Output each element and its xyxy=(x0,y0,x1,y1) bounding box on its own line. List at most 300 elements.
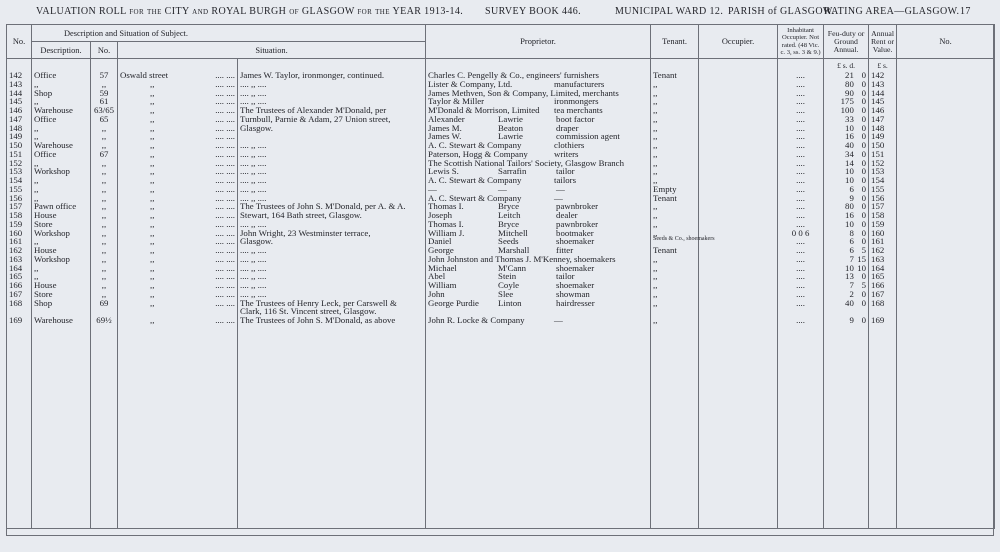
proprietor: James W. Taylor, ironmonger, continued. xyxy=(240,70,385,80)
tenant-surname: Leitch xyxy=(498,210,521,220)
subject-description: ,, xyxy=(34,175,39,185)
situation-dots: .... .... xyxy=(215,175,235,185)
tenant-name: John Johnston and Thomas J. M'Kenney, shoemakers xyxy=(428,253,616,264)
row-number: 147 xyxy=(9,113,23,124)
tenant-forename: George xyxy=(428,245,454,255)
proprietor: .... ,, .... xyxy=(240,262,267,273)
situation-dots: .... .... xyxy=(215,297,235,308)
tenant-name: Taylor & Miller xyxy=(428,96,485,107)
tenant-trade: bootmaker xyxy=(556,227,594,238)
annual-shillings: 5 xyxy=(861,245,867,255)
row-number-right: 162 xyxy=(871,245,885,255)
feu-duty: .... xyxy=(796,140,805,150)
subject-description: House xyxy=(34,245,57,255)
row-number-right: 166 xyxy=(871,280,885,290)
tenant-trade: ironmongers xyxy=(554,96,599,107)
street-number: 69 xyxy=(99,297,109,308)
proprietor: .... ,, .... xyxy=(240,96,267,107)
annual-shillings: 0 xyxy=(861,297,867,308)
tenant-forename: James W. xyxy=(428,131,462,142)
annual-pounds: 10 xyxy=(845,218,854,229)
feu-duty: .... xyxy=(796,113,805,124)
street-number: ,, xyxy=(101,201,107,212)
street-number: ,, xyxy=(101,131,107,142)
row-number: 151 xyxy=(9,148,23,159)
subject-description: Shop xyxy=(34,87,53,98)
street-number: ,, xyxy=(101,140,107,150)
table-row xyxy=(7,299,995,308)
subject-description: House xyxy=(34,280,57,290)
tenant-trade: draper xyxy=(556,122,579,133)
tenant-trade: shoemaker xyxy=(556,262,595,273)
situation: ,, xyxy=(150,113,155,124)
situation: ,, xyxy=(150,288,155,299)
situation-dots: .... .... xyxy=(215,280,235,290)
feu-duty: .... xyxy=(796,271,805,282)
table-row xyxy=(7,316,995,330)
annual-pounds: 8 xyxy=(849,227,854,238)
situation-dots: .... .... xyxy=(215,96,235,107)
feu-duty: .... xyxy=(796,122,805,133)
situation-dots: .... .... xyxy=(215,122,235,133)
proprietor: .... ,, .... xyxy=(240,280,267,290)
feu-duty: .... xyxy=(796,218,805,229)
row-number: 149 xyxy=(9,131,23,142)
situation: ,, xyxy=(150,210,155,220)
annual-pounds: 175 xyxy=(840,96,854,107)
row-number: 162 xyxy=(9,245,23,255)
situation: ,, xyxy=(150,218,155,229)
col-situation: Situation. xyxy=(118,42,426,59)
tenant-name: John R. Locke & Company xyxy=(428,315,525,325)
feu-duty: .... xyxy=(796,70,805,80)
street-number: 67 xyxy=(99,148,109,159)
subject-description: Workshop xyxy=(34,253,70,264)
feu-duty: .... xyxy=(796,236,805,247)
annual-shillings: 0 xyxy=(861,78,867,89)
annual-pounds: 40 xyxy=(845,140,854,150)
occupier: ,, xyxy=(653,87,658,98)
row-number-right: 154 xyxy=(871,175,885,185)
row-number: 144 xyxy=(9,87,23,98)
tenant-trade: manufacturers xyxy=(554,78,605,89)
situation-dots: .... .... xyxy=(215,70,235,80)
subject-description: ,, xyxy=(34,271,39,282)
tenant-forename: Thomas I. xyxy=(428,218,464,229)
municipal-ward: MUNICIPAL WARD 12. xyxy=(615,6,724,17)
row-number: 154 xyxy=(9,175,23,185)
row-number: 156 xyxy=(9,192,23,203)
tenant-surname: Lawrie xyxy=(498,131,523,142)
annual-pounds: 34 xyxy=(845,148,854,159)
street-number: ,, xyxy=(101,262,107,273)
annual-shillings: 0 xyxy=(861,315,867,325)
row-number: 164 xyxy=(9,262,23,273)
proprietor: The Trustees of John S. M'Donald, per A. & A. xyxy=(240,201,406,212)
situation: ,, xyxy=(150,297,155,308)
tenant-trade: — xyxy=(554,315,563,325)
occupier: Empty xyxy=(653,183,677,194)
annual-pounds: 9 xyxy=(849,315,854,325)
annual-units: £ s. xyxy=(869,59,897,72)
annual-shillings: 0 xyxy=(861,236,867,247)
annual-shillings: 0 xyxy=(861,131,867,142)
proprietor: .... ,, .... xyxy=(240,157,267,168)
annual-pounds: 33 xyxy=(845,113,854,124)
annual-shillings: 0 xyxy=(861,87,867,98)
proprietor: Glasgow. xyxy=(240,236,273,247)
feu-duty: .... xyxy=(796,87,805,98)
subject-description: Office xyxy=(34,148,57,159)
feu-duty: .... xyxy=(796,288,805,299)
row-number-right: 159 xyxy=(871,218,885,229)
feu-duty: .... xyxy=(796,96,805,107)
feu-duty: .... xyxy=(796,245,805,255)
situation-dots: .... .... xyxy=(215,253,235,264)
occupier: ,, xyxy=(653,122,658,133)
street-number: ,, xyxy=(101,175,107,185)
occupier: ,, xyxy=(653,96,658,107)
occupier: ,, xyxy=(653,218,658,229)
tenant-surname: Stein xyxy=(498,271,517,282)
tenant-trade: showman xyxy=(556,288,590,299)
tenant-trade: fitter xyxy=(556,245,574,255)
annual-pounds: 10 xyxy=(845,166,854,177)
annual-pounds: 6 xyxy=(849,245,854,255)
tenant-name: M'Donald & Morrison, Limited xyxy=(428,105,540,115)
occupier: ,, xyxy=(653,166,658,177)
street-number: 57 xyxy=(99,70,109,80)
occupier: Tenant xyxy=(653,70,677,80)
subject-description: ,, xyxy=(34,192,39,203)
annual-pounds: 13 xyxy=(845,271,854,282)
tenant-trade: tailor xyxy=(556,271,575,282)
annual-pounds: 21 xyxy=(845,70,854,80)
situation: ,, xyxy=(150,201,155,212)
subject-description: Pawn office xyxy=(34,201,77,212)
feu-duty: .... xyxy=(796,210,805,220)
situation: ,, xyxy=(150,96,155,107)
tenant-forename: William xyxy=(428,280,457,290)
tenant-surname: Mitchell xyxy=(498,227,528,238)
row-number-right: 143 xyxy=(871,78,885,89)
tenant-trade: dealer xyxy=(556,210,578,220)
annual-pounds: 10 xyxy=(845,122,854,133)
occupier: ,, xyxy=(653,131,658,142)
col-feuduty: Feu-duty or Ground Annual. xyxy=(824,25,869,59)
subject-description: ,, xyxy=(34,262,39,273)
annual-pounds: 90 xyxy=(845,87,854,98)
situation: ,, xyxy=(150,140,155,150)
situation: ,, xyxy=(150,280,155,290)
proprietor: .... ,, .... xyxy=(240,288,267,299)
row-number: 145 xyxy=(9,96,23,107)
situation-dots: .... .... xyxy=(215,166,235,177)
subject-description: House xyxy=(34,210,57,220)
col-tenant: Tenant. xyxy=(651,25,699,59)
situation: Oswald street xyxy=(120,70,169,80)
feu-duty: .... xyxy=(796,280,805,290)
annual-shillings: 0 xyxy=(861,113,867,124)
row-number: 163 xyxy=(9,253,23,264)
situation-dots: .... .... xyxy=(215,131,235,142)
annual-pounds: 10 xyxy=(845,175,854,185)
situation: ,, xyxy=(150,183,155,194)
street-number: ,, xyxy=(101,210,107,220)
situation: ,, xyxy=(150,122,155,133)
feu-duty: .... xyxy=(796,253,805,264)
occupier: ,, xyxy=(653,288,658,299)
feu-duty: .... xyxy=(796,183,805,194)
row-number: 146 xyxy=(9,105,23,115)
filler-row xyxy=(7,330,995,529)
tenant-surname: Marshall xyxy=(498,245,530,255)
occupier: ,, xyxy=(653,148,658,159)
row-number-right: 145 xyxy=(871,96,885,107)
row-number: 159 xyxy=(9,218,23,229)
annual-shillings: 10 xyxy=(857,262,867,273)
row-number: 169 xyxy=(9,315,23,325)
proprietor: The Trustees of Henry Leck, per Carswell & xyxy=(240,297,397,308)
col-no: No. xyxy=(7,25,32,59)
row-number: 152 xyxy=(9,157,23,168)
row-number: 150 xyxy=(9,140,23,150)
tenant-trade: — xyxy=(556,183,565,194)
feu-duty: .... xyxy=(796,192,805,203)
tenant-surname: Bryce xyxy=(498,218,520,229)
tenant-forename: Daniel xyxy=(428,236,452,247)
annual-shillings: 0 xyxy=(861,122,867,133)
tenant-forename: Abel xyxy=(428,271,446,282)
street-number: ,, xyxy=(101,78,107,89)
annual-pounds: 6 xyxy=(849,183,854,194)
row-number-right: 148 xyxy=(871,122,885,133)
proprietor: .... ,, .... xyxy=(240,166,267,177)
street-number: ,, xyxy=(101,183,107,194)
proprietor: .... ,, .... xyxy=(240,192,267,203)
tenant-forename: George Purdie xyxy=(428,297,479,308)
tenant-name: A. C. Stewart & Company xyxy=(428,140,522,150)
annual-shillings: 0 xyxy=(861,271,867,282)
occupier: ,, xyxy=(653,297,658,308)
street-number: ,, xyxy=(101,166,107,177)
annual-pounds: 16 xyxy=(845,131,854,142)
tenant-surname: Sarrafin xyxy=(498,166,527,177)
col-description: Description. xyxy=(32,42,91,59)
tenant-forename: Alexander xyxy=(428,113,465,124)
occupier: ,, xyxy=(653,280,658,290)
annual-shillings: 0 xyxy=(861,157,867,168)
tenant-trade: tailor xyxy=(556,166,575,177)
subject-description: ,, xyxy=(34,78,39,89)
proprietor: .... ,, .... xyxy=(240,245,267,255)
proprietor: Turnbull, Parnie & Adam, 27 Union street, xyxy=(240,113,391,124)
street-number: 63/65 xyxy=(93,105,115,115)
annual-shillings: 0 xyxy=(861,175,867,185)
tenant-trade: writers xyxy=(554,148,579,159)
annual-shillings: 0 xyxy=(861,192,867,203)
proprietor: Glasgow. xyxy=(240,122,273,133)
situation-dots: .... .... xyxy=(215,245,235,255)
subject-description: Store xyxy=(34,288,53,299)
row-number: 161 xyxy=(9,236,23,247)
situation-dots: .... .... xyxy=(215,288,235,299)
street-number: ,, xyxy=(101,236,107,247)
street-number: 69½ xyxy=(96,315,112,325)
row-number-right: 150 xyxy=(871,140,885,150)
annual-shillings: 0 xyxy=(861,96,867,107)
situation-dots: .... .... xyxy=(215,87,235,98)
tenant-surname: — xyxy=(498,183,507,194)
street-number: 61 xyxy=(99,96,109,107)
row-number: 167 xyxy=(9,288,23,299)
tenant-trade: tea merchants xyxy=(554,105,603,115)
tenant-name: Charles C. Pengelly & Co., engineers' furnishers xyxy=(428,70,599,80)
tenant-name: Lister & Company, Ltd. xyxy=(428,78,513,89)
situation-dots: .... .... xyxy=(215,113,235,124)
row-number: 148 xyxy=(9,122,23,133)
occupier: ,, xyxy=(653,315,658,325)
parish: PARISH of GLASGOW. xyxy=(728,6,835,17)
row-number: 160 xyxy=(9,227,23,238)
annual-shillings: 0 xyxy=(861,227,867,238)
situation: ,, xyxy=(150,105,155,115)
annual-pounds: 2 xyxy=(849,288,854,299)
subject-description: Workshop xyxy=(34,227,70,238)
feu-duty: .... xyxy=(796,297,805,308)
situation-dots: .... .... xyxy=(215,192,235,203)
situation-dots: .... .... xyxy=(215,140,235,150)
situation: ,, xyxy=(150,245,155,255)
situation-dots: .... .... xyxy=(215,315,235,325)
feu-duty: 0 0 6 xyxy=(791,227,810,238)
situation: ,, xyxy=(150,253,155,264)
row-number-right: 164 xyxy=(871,262,885,273)
row-number-right: 169 xyxy=(871,315,885,325)
row-number-right: 158 xyxy=(871,210,885,220)
tenant-forename: Joseph xyxy=(428,210,452,220)
situation: ,, xyxy=(150,87,155,98)
street-number: ,, xyxy=(101,288,107,299)
tenant-surname: Bryce xyxy=(498,201,520,212)
tenant-trade: hairdresser xyxy=(556,297,595,308)
proprietor: .... ,, .... xyxy=(240,183,267,194)
tenant-surname: Beaton xyxy=(498,122,523,133)
subject-description: ,, xyxy=(34,122,39,133)
col-no2: No. xyxy=(897,25,995,59)
annual-pounds: 100 xyxy=(840,105,854,115)
feu-units: £ s. d. xyxy=(824,59,869,72)
feu-duty: .... xyxy=(796,105,805,115)
row-number-right: 167 xyxy=(871,288,885,299)
row-number: 166 xyxy=(9,280,23,290)
tenant-surname: Seeds xyxy=(498,236,519,247)
tenant-trade: shoemaker xyxy=(556,236,595,247)
occupier: ,, xyxy=(653,113,658,124)
row-number-right: 146 xyxy=(871,105,885,115)
annual-pounds: 9 xyxy=(849,192,854,203)
subject-description: Store xyxy=(34,218,53,229)
feu-duty: .... xyxy=(796,157,805,168)
col-desc-group: Description and Situation of Subject. xyxy=(32,25,426,42)
occupier: ,, xyxy=(653,271,658,282)
situation: ,, xyxy=(150,227,155,238)
situation-dots: .... .... xyxy=(215,183,235,194)
row-number-right: 163 xyxy=(871,253,885,264)
street-number: ,, xyxy=(101,271,107,282)
annual-shillings: 0 xyxy=(861,183,867,194)
feu-duty: .... xyxy=(796,78,805,89)
tenant-trade: pawnbroker xyxy=(556,201,599,212)
occupier: ,, xyxy=(653,253,658,264)
annual-shillings: 0 xyxy=(861,148,867,159)
annual-pounds: 40 xyxy=(845,297,854,308)
annual-shillings: 0 xyxy=(861,201,867,212)
tenant-forename: William J. xyxy=(428,227,465,238)
feu-duty: .... xyxy=(796,166,805,177)
tenant-trade: pawnbroker xyxy=(556,218,599,229)
tenant-name: The Scottish National Tailors' Society, Glasgow Branch xyxy=(428,157,624,168)
annual-pounds: 10 xyxy=(845,262,854,273)
row-number-right: 165 xyxy=(871,271,885,282)
street-number: ,, xyxy=(101,227,107,238)
annual-shillings: 0 xyxy=(861,140,867,150)
situation-dots: .... .... xyxy=(215,271,235,282)
situation: ,, xyxy=(150,78,155,89)
row-number-right: 156 xyxy=(871,192,885,203)
row-number: 157 xyxy=(9,201,23,212)
annual-pounds: 16 xyxy=(845,210,854,220)
occupier: ,, xyxy=(653,175,658,185)
street-number: 65 xyxy=(99,113,109,124)
row-number-right: 147 xyxy=(871,113,885,124)
tenant-surname: Coyle xyxy=(498,280,520,290)
situation: ,, xyxy=(150,148,155,159)
proprietor: .... ,, .... xyxy=(240,271,267,282)
situation-dots: .... .... xyxy=(215,105,235,115)
street-number: ,, xyxy=(101,280,107,290)
tenant-forename: Michael xyxy=(428,262,457,273)
annual-pounds: 7 xyxy=(849,280,854,290)
tenant-name: Paterson, Hogg & Company xyxy=(428,148,528,159)
tenant-surname: M'Cann xyxy=(498,262,527,273)
proprietor: .... ,, .... xyxy=(240,218,267,229)
situation: ,, xyxy=(150,262,155,273)
situation: ,, xyxy=(150,175,155,185)
feu-duty: .... xyxy=(796,201,805,212)
rating-area: RATING AREA—GLASGOW. xyxy=(824,6,960,17)
street-number: 59 xyxy=(99,87,109,98)
situation: ,, xyxy=(150,192,155,203)
occupier: ,, xyxy=(653,140,658,150)
annual-pounds: 6 xyxy=(849,236,854,247)
situation-dots: .... .... xyxy=(215,148,235,159)
proprietor: The Trustees of Alexander M'Donald, per xyxy=(240,105,387,115)
tenant-name: A. C. Stewart & Company xyxy=(428,175,522,185)
occupier: ,, xyxy=(653,262,658,273)
annual-shillings: 15 xyxy=(857,253,867,264)
situation-dots: .... .... xyxy=(215,262,235,273)
situation-dots: .... .... xyxy=(215,236,235,247)
row-number-right: 142 xyxy=(871,70,885,80)
subject-description: ,, xyxy=(34,236,39,247)
row-number: 142 xyxy=(9,70,23,80)
annual-shillings: 0 xyxy=(861,70,867,80)
occupier: ,, xyxy=(653,210,658,220)
situation: ,, xyxy=(150,315,155,325)
subject-description: ,, xyxy=(34,157,39,168)
page-number: 17 xyxy=(960,6,971,17)
